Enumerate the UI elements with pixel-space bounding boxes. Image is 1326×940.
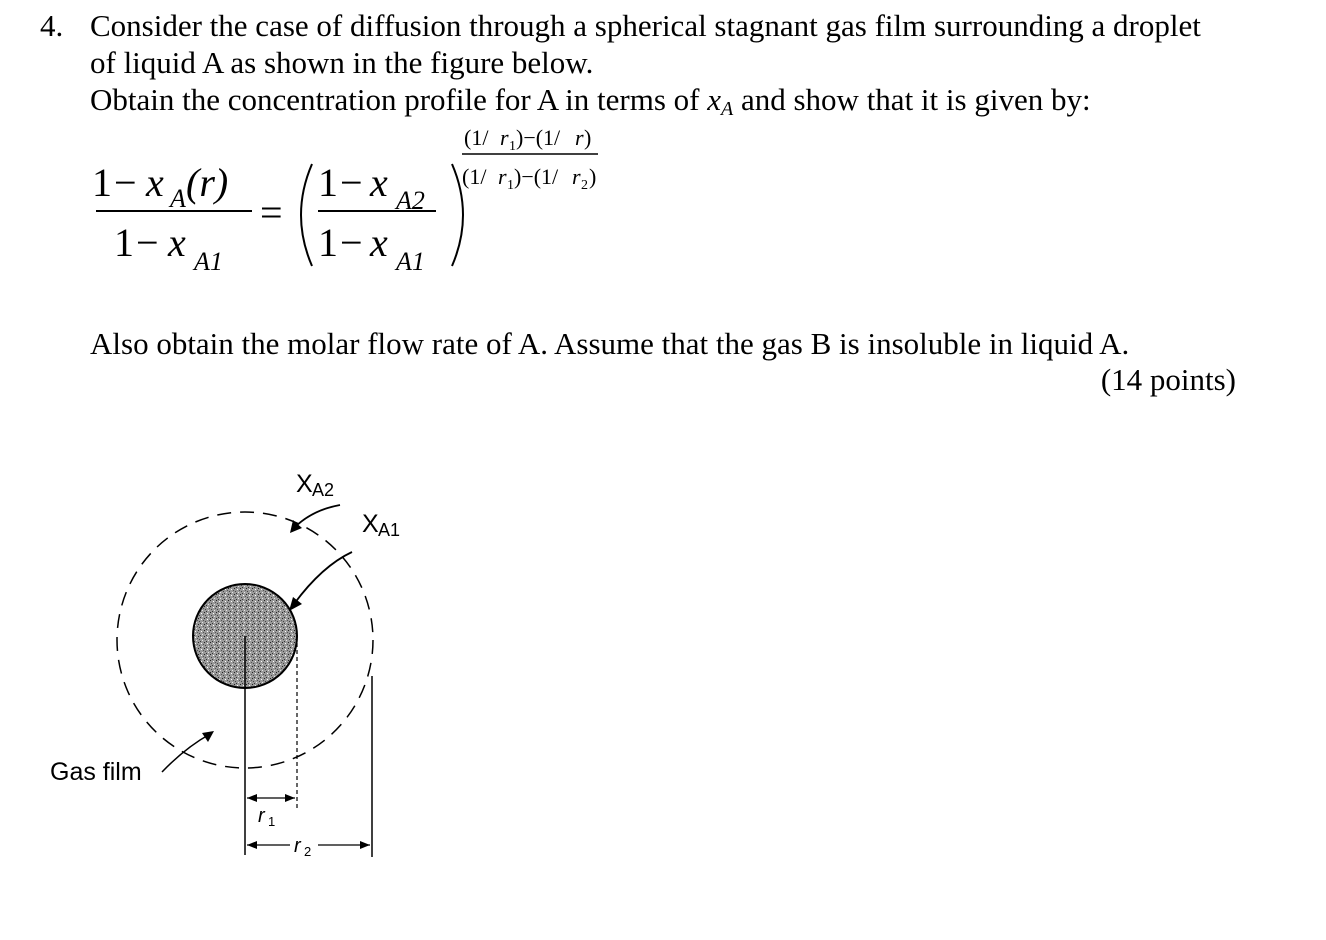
xa1-arrowhead: [289, 597, 302, 611]
exp-den-part-c: ): [589, 164, 597, 189]
r1-label-subscript: 1: [268, 814, 276, 829]
xa2-pointer-arrow: [294, 505, 340, 528]
lhs-den-one: 1: [114, 220, 134, 265]
equals-sign: =: [260, 190, 283, 235]
left-parenthesis: [301, 164, 312, 266]
exp-num-part-c: ): [584, 125, 592, 150]
gas-film-label: Gas film: [50, 758, 142, 786]
line3-suffix: and show that it is given by:: [733, 82, 1091, 117]
question-line-1: Consider the case of diffusion through a spherical stagnant gas film surrounding a droplet: [90, 8, 1201, 43]
points-label: (14 points): [1100, 362, 1236, 397]
exponent-numerator: [464, 125, 591, 154]
rhs-num-x: x: [370, 160, 388, 205]
r1-arrowhead-right: [285, 794, 295, 802]
question-line-4: Also obtain the molar flow rate of A. Assume that the gas B is insoluble in liquid A.: [90, 326, 1130, 361]
rhs-den-one: 1: [318, 220, 338, 265]
x-a-symbol: x: [707, 82, 722, 117]
rhs-den-subscript: A1: [396, 247, 425, 276]
rhs-den-x: x: [370, 220, 388, 265]
concentration-profile-equation: [0, 0, 700, 300]
rhs-num-subscript: A2: [396, 186, 425, 215]
r2-label-subscript: 2: [304, 844, 312, 859]
r1-label: r: [258, 805, 265, 827]
exp-num-part-b: )−(1/: [516, 125, 561, 150]
rhs-den-minus: −: [340, 220, 363, 265]
lhs-num-minus: −: [114, 160, 137, 205]
x-a-variable: [707, 82, 734, 120]
r1-arrowhead-left: [247, 794, 257, 802]
exp-num-part-a: (1/: [464, 125, 489, 150]
r2-arrowhead-right: [360, 841, 370, 849]
rhs-num-one: 1: [318, 160, 338, 205]
lhs-num-one: 1: [92, 160, 112, 205]
exp-num-r1-subscript: 1: [509, 139, 516, 154]
exponent-denominator: [462, 164, 596, 193]
rhs-num-minus: −: [340, 160, 363, 205]
exp-den-r1-subscript: 1: [507, 178, 514, 193]
x-a-subscript: A: [721, 98, 734, 120]
xa1-label: X: [362, 510, 379, 538]
gas-film-arrowhead: [202, 731, 214, 742]
lhs-num-argument: (r): [186, 160, 229, 205]
exp-den-r1: r: [498, 164, 507, 189]
lhs-den-x: x: [168, 220, 186, 265]
lhs-den-subscript: A1: [194, 247, 223, 276]
r2-arrowhead-left: [247, 841, 257, 849]
droplet-gas-film-figure: [0, 440, 460, 880]
lhs-num-x: x: [146, 160, 164, 205]
xa2-label-subscript: A2: [312, 480, 335, 500]
line3-prefix: Obtain the concentration profile for A in terms of: [90, 82, 708, 117]
lhs-den-minus: −: [136, 220, 159, 265]
xa2-label: X: [296, 470, 313, 498]
exp-num-r: r: [575, 125, 584, 150]
xa1-pointer-arrow: [294, 552, 352, 604]
exp-den-r2: r: [572, 164, 581, 189]
r2-label: r: [294, 835, 301, 857]
exp-den-r2-subscript: 2: [581, 178, 588, 193]
exp-num-r1: r: [500, 125, 509, 150]
exp-den-part-a: (1/: [462, 164, 487, 189]
xa1-label-subscript: A1: [378, 520, 401, 540]
question-line-2: of liquid A as shown in the figure below.: [90, 45, 594, 80]
lhs-num-subscript: A: [170, 184, 186, 213]
exp-den-part-b: )−(1/: [514, 164, 559, 189]
question-number: 4.: [40, 8, 64, 43]
